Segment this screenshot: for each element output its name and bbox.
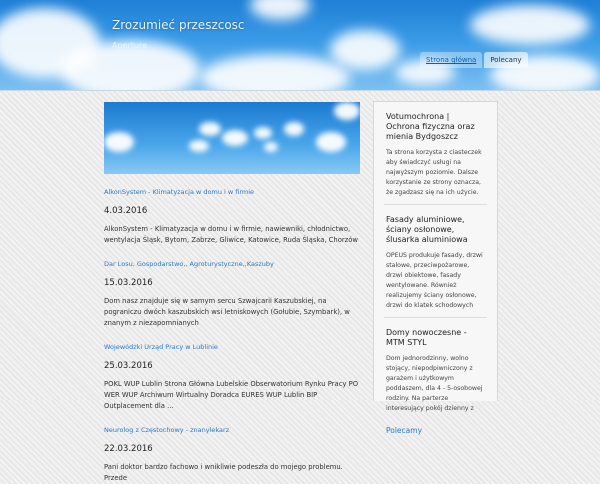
site-header bbox=[0, 0, 600, 91]
post-excerpt: Dom nasz znajduje się w samym sercu Szwajcarii Kaszubskiej, na pograniczu dwóch kaszubskich wsi letniskowych (Gołubie, Szymbark), w znanym z niezapomnianych bbox=[104, 297, 350, 327]
post-excerpt: AlkonSystem - Klimatyzacja w domu i w firmie, nawiewniki, chłodnictwo, wentylacja Śląsk, Bytom, Zabrze, Gliwice, Katowice, Ruda Śląska, Chorzów bbox=[104, 225, 358, 244]
post-category-link[interactable]: AlkonSystem - Klimatyzacja w domu i w firmie bbox=[104, 188, 255, 196]
nav-home-link[interactable]: Strona główna bbox=[420, 52, 482, 68]
post-date: 15.03.2016 bbox=[104, 278, 153, 288]
sidebar bbox=[373, 101, 498, 435]
sidebar-widget bbox=[374, 102, 497, 204]
nav-featured-link[interactable]: Polecany bbox=[484, 52, 527, 68]
widget-title[interactable]: Votumochrona | Ochrona fizyczna oraz mienia Bydgoszcz bbox=[386, 112, 475, 141]
post-date: 4.03.2016 bbox=[104, 206, 148, 216]
post-category-link[interactable]: Neurolog z Częstochowy - znanylekarz bbox=[104, 426, 230, 434]
post-item bbox=[104, 260, 361, 329]
post-item bbox=[104, 426, 361, 484]
cloud-decoration bbox=[330, 30, 400, 70]
sidebar-widget bbox=[374, 205, 497, 317]
post-date: 25.03.2016 bbox=[104, 361, 153, 371]
banner-image bbox=[104, 102, 360, 174]
sidebar-featured-link[interactable]: Polecamy bbox=[386, 426, 423, 435]
widget-title[interactable]: Domy nowoczesne - MTM STYL bbox=[386, 328, 467, 347]
post-excerpt: POKL WUP Lublin Strona Główna Lubelskie Obserwatorium Rynku Pracy PO WER WUP Archiwum Wirtualny Doradca EURES WUP Lublin BIP Outplacement dla ... bbox=[104, 380, 359, 410]
post-item bbox=[104, 343, 361, 412]
widget-text: Dom jednorodzinny, wolno stojący, niepodpiwniczony z garażem i użytkowym poddaszem, dla 4 - 5-osobowej rodziny. Na parterze interesujący pokój dzienny z bbox=[386, 355, 483, 412]
widget-text: Ta strona korzysta z ciasteczek aby świadczyć usługi na najwyższym poziomie. Dalsze korzystanie ze strony oznacza, że zgadzasz się na ich użycie. bbox=[386, 149, 482, 196]
post-category-link[interactable]: Wojewódzki Urząd Pracy w Lublinie bbox=[104, 343, 218, 351]
post-excerpt: Pani doktor bardzo fachowo i wnikliwie podeszła do mojego problemu. Przede bbox=[104, 463, 343, 482]
cloud-decoration bbox=[250, 0, 310, 20]
post-category-link[interactable]: Dar Losu, Gospodarstwo,, Agroturystyczne,,Kaszuby bbox=[104, 260, 274, 268]
widget-text: OPEUS produkuje fasady, drzwi stalowe, przeciwpożarowe, drzwi obiektowe, fasady wentylowane. Również realizujemy ściany osłonowe, drzwi do klatek schodowych bbox=[386, 252, 483, 309]
sidebar-widget bbox=[374, 318, 497, 420]
site-description: Aperture bbox=[112, 41, 148, 50]
cloud-decoration bbox=[470, 5, 590, 45]
post-item bbox=[104, 188, 361, 246]
main-navigation bbox=[420, 52, 528, 68]
main-content bbox=[104, 102, 361, 484]
cloud-decoration bbox=[200, 55, 350, 91]
post-date: 22.03.2016 bbox=[104, 444, 153, 454]
site-title[interactable]: Zrozumieć przeszcosc bbox=[112, 18, 245, 32]
widget-title[interactable]: Fasady aluminiowe, ściany osłonowe, ślusarka aluminiowa bbox=[386, 215, 468, 244]
